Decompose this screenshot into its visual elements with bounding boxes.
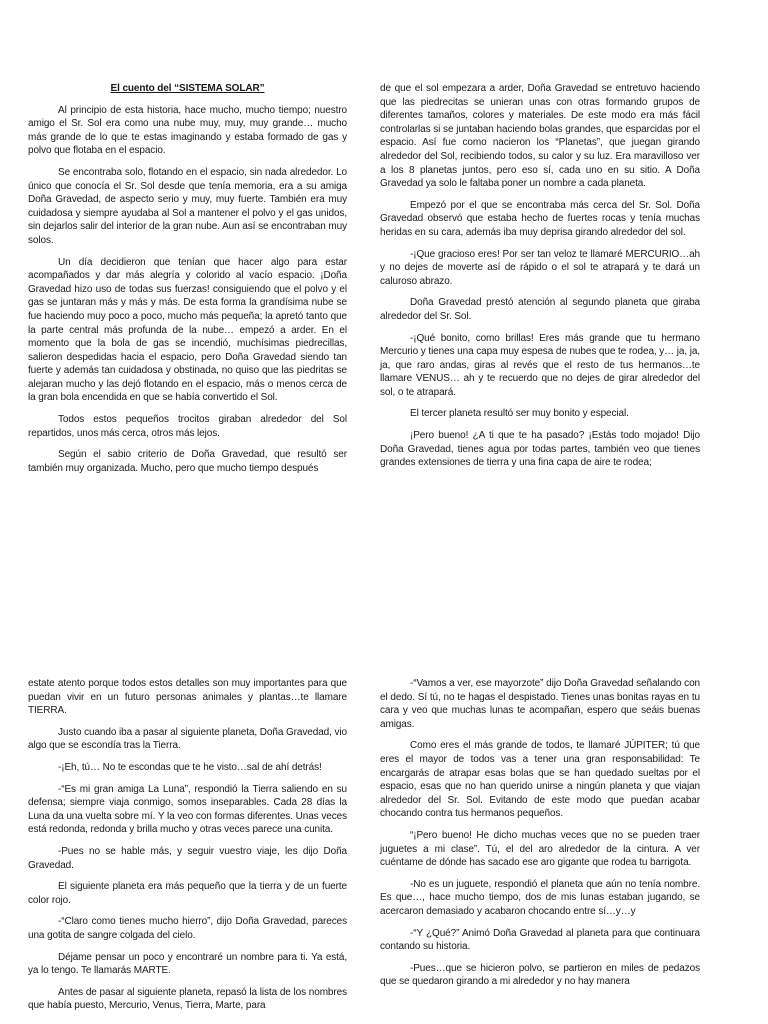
paragraph: Justo cuando iba a pasar al siguiente planeta, Doña Gravedad, vio algo que se escondía tras la Tierra. <box>28 726 347 752</box>
paragraph: Un día decidieron que tenían que hacer algo para estar acompañados y dar más alegría y colorido al vacío espacio. ¡Doña Gravedad hizo uso de todas sus fuerzas! consiguiendo que el polvo y el gas se juntaran más y más y más. De esta forma la grandísima nube se fue haciendo muy poco a poco, mucho más pequeña; la apretó tanto que la parte central más profunda de la nube… empezó a arder. En el momento que la bola de gas se incendió, muchísimas piedrecillas, salieron despedidas hacia el espacio, pero Doña Gravedad siendo tan fuerte y además tan cuidadosa y obstinada, no quiso que las piedritas se alejaran mucho y las dejó flotando en el espacio, más o menos cerca de la gran bola encendida en que se había convertido el Sol. <box>28 256 347 404</box>
bottom-left-column <box>28 677 347 1021</box>
paragraph: -“Claro como tienes mucho hierro”, dijo Doña Gravedad, pareces una gotita de sangre colgada del cielo. <box>28 916 347 941</box>
paragraph: -Pues no se hable más, y seguir vuestro viaje, les dijo Doña Gravedad. <box>28 845 347 871</box>
paragraph: -“Y ¿Qué?” Animó Doña Gravedad al planeta para que continuara contando su historia. <box>380 927 700 953</box>
paragraph: El tercer planeta resultó ser muy bonito y especial. <box>410 408 629 420</box>
paragraph: -Pues…que se hicieron polvo, se partieron en miles de pedazos que se quedaron girando a mi alrededor y no hay manera <box>380 962 700 988</box>
top-left-column <box>28 82 347 483</box>
top-right-column <box>380 82 700 478</box>
paragraph: Al principio de esta historia, hace mucho, mucho tiempo; nuestro amigo el Sr. Sol era como una nube muy, muy, muy grande… mucho más grande de lo que te estas imaginando y estaba formado de gas y polvo que flotaba en el espacio. <box>28 104 347 157</box>
paragraph: -No es un juguete, respondió el planeta que aún no tenía nombre. Es que…, hace mucho tiempo, dos de mis lunas estaban jugando, se acercaron demasiado y acabaron chocando entre sí…y…y <box>380 878 700 917</box>
paragraph-continued: estate atento porque todos estos detalles son muy importantes para que puedan vivir en un futuro personas animales y plantas…te llamare TIERRA. <box>28 678 347 717</box>
paragraph: Antes de pasar al siguiente planeta, repasó la lista de los nombres que había puesto, Mercurio, Venus, Tierra, Marte, para <box>28 986 347 1012</box>
paragraph: Según el sabio criterio de Doña Gravedad, que resultó ser también muy organizada. Mucho, pero que mucho tiempo después <box>28 449 347 474</box>
paragraph: “¡Pero bueno! He dicho muchas veces que no se pueden traer juguetes a mi clase”. Tú, el del aro alrededor de la cintura. A ver cuéntame de dónde has sacado ese aro gigante que rodea tu barrigota. <box>380 829 700 869</box>
paragraph: Como eres el más grande de todos, te llamaré JÚPITER; tú que eres el mayor de todos vas a tener una gran responsabilidad: Te encargarás de atrapar esas bolas que se han quedado sueltas por el espacio, esas que no han querido unirse a ningún planeta y que viajan alrededor del Sr. Sol. Evitando de este modo que puedan acabar chocando contra tus hermanos pequeños. <box>380 740 700 820</box>
paragraph-continued: de que el sol empezara a arder, Doña Gravedad se entretuvo haciendo que las piedrecitas se unieran unas con otras formando grupos de diferentes tamaños, colores y materiales. De este modo era más fácil controlarlas si se juntaban haciendo bolas grandes, que esparcidas por el espacio. Así fue como nacieron los “Planetas”, que juegan girando alrededor del Sol, recibiendo todos, su calor y su luz. Era maravilloso ver a los 8 planetas juntos, pero eso sí, cada uno en su sitio. A Doña Gravedad ya solo le faltaba poner un nombre a cada planeta. <box>380 83 700 190</box>
paragraph: Doña Gravedad prestó atención al segundo planeta que giraba alrededor del Sr. Sol. <box>380 297 700 322</box>
paragraph: Déjame pensar un poco y encontraré un nombre para ti. Ya está, ya lo tengo. Te llamarás MARTE. <box>28 951 347 977</box>
paragraph: Se encontraba solo, flotando en el espacio, sin nada alrededor. Lo único que conocía el Sr. Sol desde que tenía memoria, era a su amiga Doña Gravedad, de aspecto serio y muy, muy fuerte. También era muy cuidadosa y siempre ayudaba al Sol a mantener el polvo y el gas unidos, sin dejarlos salir del interior de la gran nube. Aun así se encontraban muy solos. <box>28 166 347 246</box>
paragraph: -¡Qué bonito, como brillas! Eres más grande que tu hermano Mercurio y tienes una capa muy espesa de nubes que te rodea, y… ja, ja, ja, que raro andas, giras al revés que el resto de tus hermanos…te llamare VENUS… ah y te recuerdo que no dejes de girar alrededor del sol, o te atrapará. <box>380 332 700 398</box>
paragraph: Empezó por el que se encontraba más cerca del Sr. Sol. Doña Gravedad observó que estaba hecho de fuertes rocas y tenía muchas heridas en su cara, además iba muy deprisa girando alrededor del sol. <box>380 199 700 238</box>
paragraph: Todos estos pequeños trocitos giraban alrededor del Sol repartidos, unos más cerca, otros más lejos. <box>28 414 347 439</box>
bottom-right-column <box>380 677 700 997</box>
story-title: El cuento del “SISTEMA SOLAR” <box>110 83 265 94</box>
paragraph: -“Vamos a ver, ese mayorzote” dijo Doña Gravedad señalando con el dedo. Sí tú, no te hagas el despistado. Tienes unas bonitas rayas en tu cara y veo que muchas lunas te acompañan, espero que seáis buenas amigas. <box>380 678 700 730</box>
paragraph: -¡Eh, tú… No te escondas que te he visto…sal de ahí detrás! <box>58 761 322 773</box>
paragraph: -“Es mi gran amiga La Luna”, respondió la Tierra saliendo en su defensa; siempre viaja conmigo, somos inseparables. Cada 28 días la Luna da una vuelta sobre mí. Y la veo con formas diferentes. Unas veces está redonda, redonda y brilla mucho y otras veces parece una cunita. <box>28 783 347 836</box>
paragraph: ¡Pero bueno! ¿A ti que te ha pasado? ¡Estás todo mojado! Dijo Doña Gravedad, tienes agua por todas partes, también veo que tienes grandes extensiones de tierra y una fina capa de aire te rodea; <box>380 430 700 469</box>
paragraph: El siguiente planeta era más pequeño que la tierra y de un fuerte color rojo. <box>28 881 347 906</box>
paragraph: -¡Que gracioso eres! Por ser tan veloz te llamaré MERCURIO…ah y no dejes de moverte así de rápido o el sol te atrapará y te dará un caluroso abrazo. <box>380 248 700 287</box>
